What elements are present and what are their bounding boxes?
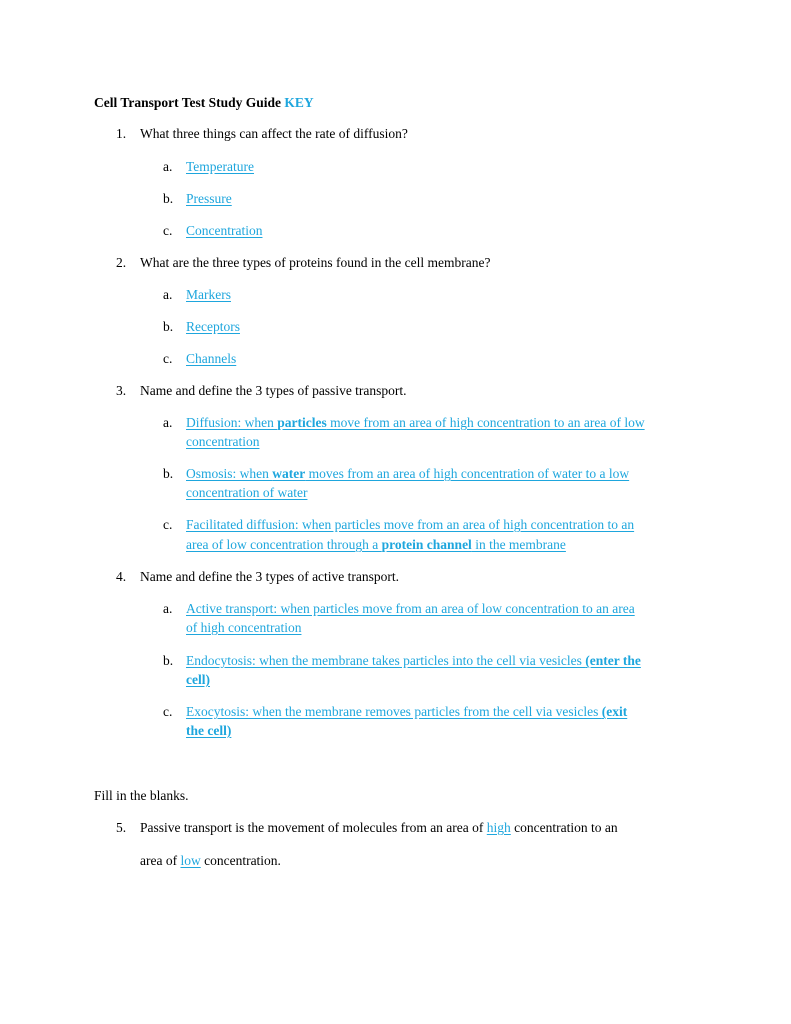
answer-1a: Temperature	[186, 159, 255, 174]
answer-letter: b.	[163, 319, 174, 334]
answer-3c-line-2: area of low concentration through a protein channel in the membrane	[186, 537, 566, 552]
answer-4b-line-2: cell)	[186, 672, 210, 687]
answer-3a-line-1: Diffusion: when particles move from an area of high concentration to an area of low	[186, 415, 645, 430]
question-2-text: What are the three types of proteins found in the cell membrane?	[140, 255, 491, 270]
answer-letter: a.	[163, 159, 173, 174]
question-1-text: What three things can affect the rate of diffusion?	[140, 126, 408, 141]
answer-letter: a.	[163, 601, 173, 616]
question-3-text: Name and define the 3 types of passive transport.	[140, 383, 407, 398]
blank-answer-high: high	[486, 820, 511, 835]
title-text: Cell Transport Test Study Guide	[94, 95, 282, 110]
answer-1c: Concentration	[186, 223, 263, 238]
answer-letter: c.	[163, 351, 173, 366]
answer-4b-line-1: Endocytosis: when the membrane takes particles into the cell via vesicles (enter the	[186, 653, 641, 668]
answer-3c-line-1: Facilitated diffusion: when particles move from an area of high concentration to an	[186, 517, 635, 532]
answer-letter: b.	[163, 653, 174, 668]
question-number: 4.	[116, 569, 127, 584]
question-5-line-2: area of low concentration.	[140, 853, 281, 868]
answer-letter: a.	[163, 287, 173, 302]
answer-3a-line-2: concentration	[186, 434, 260, 449]
answer-3b-line-1: Osmosis: when water moves from an area of high concentration of water to a low	[186, 466, 630, 481]
question-5-line-1: Passive transport is the movement of molecules from an area of high concentration to an	[140, 820, 618, 835]
answer-letter: c.	[163, 704, 173, 719]
title-key-label: KEY	[284, 95, 314, 110]
answer-4a-line-2: of high concentration	[186, 620, 302, 635]
answer-1b: Pressure	[186, 191, 232, 206]
page-title	[94, 93, 314, 112]
section-heading: Fill in the blanks.	[94, 788, 189, 803]
answer-2a: Markers	[186, 287, 231, 302]
question-number: 3.	[116, 383, 127, 398]
answer-4c-line-2: the cell)	[186, 723, 232, 738]
answer-4c-line-1: Exocytosis: when the membrane removes particles from the cell via vesicles (exit	[186, 704, 628, 719]
answer-letter: a.	[163, 415, 173, 430]
answer-3b-line-2: concentration of water	[186, 485, 308, 500]
question-number: 1.	[116, 126, 127, 141]
answer-letter: c.	[163, 223, 173, 238]
answer-letter: c.	[163, 517, 173, 532]
question-1	[116, 124, 126, 143]
blank-answer-low: low	[180, 853, 201, 868]
answer-letter: b.	[163, 466, 174, 481]
question-number: 2.	[116, 255, 127, 270]
answer-2c: Channels	[186, 351, 237, 366]
question-4-text: Name and define the 3 types of active transport.	[140, 569, 400, 584]
answer-2b: Receptors	[186, 319, 240, 334]
answer-letter: b.	[163, 191, 174, 206]
answer-4a-line-1: Active transport: when particles move from an area of low concentration to an area	[186, 601, 635, 616]
question-number: 5.	[116, 820, 127, 835]
